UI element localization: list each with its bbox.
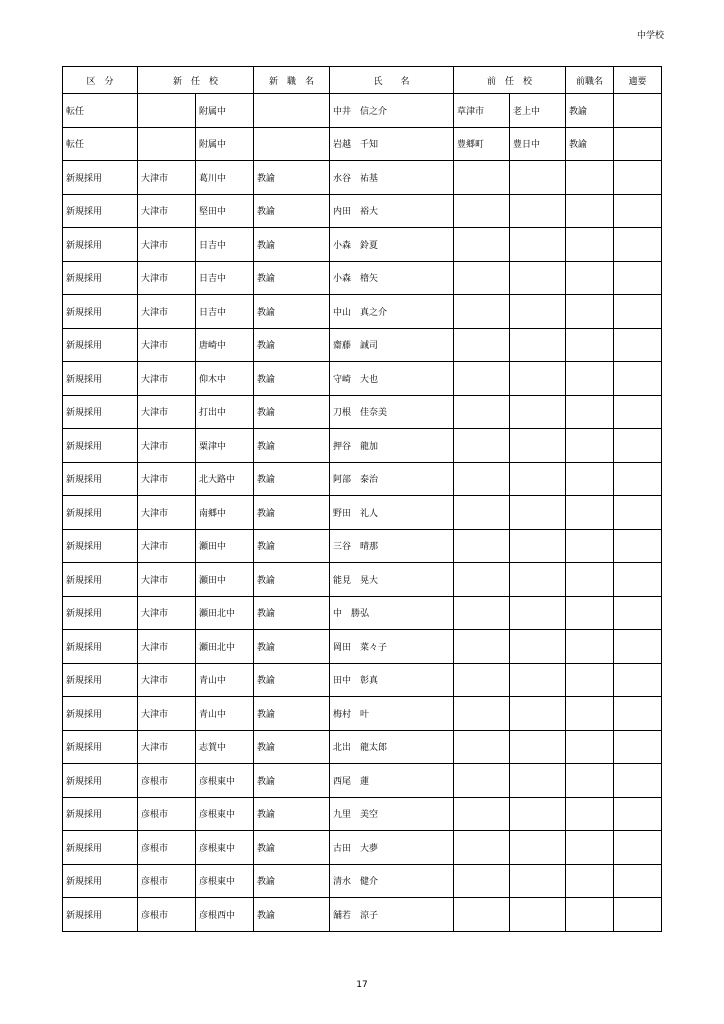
prev-title-cell <box>566 831 614 865</box>
note-cell <box>614 429 662 463</box>
name-cell: 刀根 佳奈美 <box>330 395 454 429</box>
name-cell: 小森 楕矢 <box>330 261 454 295</box>
name-cell: 中 勝弘 <box>330 596 454 630</box>
new-school-cell: 葛川中 <box>196 161 254 195</box>
prev-city-cell <box>454 161 510 195</box>
prev-city-cell <box>454 563 510 597</box>
name-cell: 野田 礼人 <box>330 496 454 530</box>
new-city-cell <box>138 94 196 128</box>
name-cell: 舗若 涼子 <box>330 898 454 932</box>
prev-city-cell: 豊郷町 <box>454 127 510 161</box>
table-row <box>63 161 662 195</box>
table-row <box>63 730 662 764</box>
category-cell: 新規採用 <box>63 764 138 798</box>
prev-city-cell <box>454 529 510 563</box>
prev-title-cell <box>566 228 614 262</box>
table-row <box>63 261 662 295</box>
new-title-cell: 教諭 <box>254 462 330 496</box>
prev-city-cell <box>454 663 510 697</box>
new-title-cell: 教諭 <box>254 663 330 697</box>
new-city-cell: 大津市 <box>138 362 196 396</box>
note-cell <box>614 529 662 563</box>
prev-school-cell <box>510 563 566 597</box>
note-cell <box>614 462 662 496</box>
prev-city-cell <box>454 194 510 228</box>
name-cell: 押谷 龍加 <box>330 429 454 463</box>
category-cell: 新規採用 <box>63 563 138 597</box>
category-cell: 新規採用 <box>63 630 138 664</box>
new-school-cell: 瀬田北中 <box>196 596 254 630</box>
name-cell: 内田 裕大 <box>330 194 454 228</box>
new-city-cell: 大津市 <box>138 730 196 764</box>
header-row <box>63 67 662 94</box>
prev-title-cell <box>566 429 614 463</box>
note-cell <box>614 496 662 530</box>
new-city-cell: 彦根市 <box>138 864 196 898</box>
new-title-cell: 教諭 <box>254 630 330 664</box>
prev-city-cell <box>454 730 510 764</box>
table-row <box>63 228 662 262</box>
prev-title-cell <box>566 630 614 664</box>
prev-school-cell <box>510 529 566 563</box>
table-row <box>63 563 662 597</box>
prev-school-cell: 老上中 <box>510 94 566 128</box>
new-title-cell: 教諭 <box>254 429 330 463</box>
name-cell: 古田 大夢 <box>330 831 454 865</box>
new-school-cell: 附属中 <box>196 94 254 128</box>
header-new-title: 新 職 名 <box>254 67 330 94</box>
new-school-cell: 粟津中 <box>196 429 254 463</box>
prev-school-cell <box>510 194 566 228</box>
prev-title-cell <box>566 563 614 597</box>
name-cell: 田中 彰真 <box>330 663 454 697</box>
category-cell: 新規採用 <box>63 228 138 262</box>
header-prev-title: 前職名 <box>566 67 614 94</box>
name-cell: 梅村 叶 <box>330 697 454 731</box>
prev-school-cell <box>510 864 566 898</box>
new-title-cell: 教諭 <box>254 797 330 831</box>
name-cell: 西尾 蓮 <box>330 764 454 798</box>
new-school-cell: 唐崎中 <box>196 328 254 362</box>
new-school-cell: 瀬田北中 <box>196 630 254 664</box>
new-city-cell: 大津市 <box>138 161 196 195</box>
new-school-cell: 附属中 <box>196 127 254 161</box>
prev-school-cell <box>510 663 566 697</box>
prev-school-cell <box>510 898 566 932</box>
prev-school-cell <box>510 161 566 195</box>
prev-city-cell <box>454 429 510 463</box>
new-title-cell: 教諭 <box>254 228 330 262</box>
name-cell: 中井 信之介 <box>330 94 454 128</box>
new-city-cell: 大津市 <box>138 496 196 530</box>
name-cell: 三谷 晴那 <box>330 529 454 563</box>
category-cell: 新規採用 <box>63 261 138 295</box>
new-school-cell: 日吉中 <box>196 295 254 329</box>
new-school-cell: 彦根東中 <box>196 864 254 898</box>
name-cell: 水谷 祐基 <box>330 161 454 195</box>
prev-title-cell <box>566 730 614 764</box>
prev-school-cell <box>510 362 566 396</box>
table-body <box>63 94 662 932</box>
table-row <box>63 362 662 396</box>
prev-city-cell <box>454 596 510 630</box>
new-school-cell: 彦根東中 <box>196 764 254 798</box>
name-cell: 中山 真之介 <box>330 295 454 329</box>
category-cell: 新規採用 <box>63 161 138 195</box>
prev-city-cell <box>454 697 510 731</box>
prev-title-cell <box>566 697 614 731</box>
prev-school-cell <box>510 697 566 731</box>
name-cell: 小森 鈴夏 <box>330 228 454 262</box>
new-title-cell: 教諭 <box>254 831 330 865</box>
prev-title-cell <box>566 261 614 295</box>
note-cell <box>614 228 662 262</box>
prev-school-cell <box>510 730 566 764</box>
new-city-cell: 大津市 <box>138 395 196 429</box>
table-row <box>63 529 662 563</box>
new-title-cell <box>254 127 330 161</box>
note-cell <box>614 630 662 664</box>
note-cell <box>614 261 662 295</box>
header-note: 適要 <box>614 67 662 94</box>
new-city-cell: 彦根市 <box>138 831 196 865</box>
category-cell: 新規採用 <box>63 898 138 932</box>
new-title-cell: 教諭 <box>254 261 330 295</box>
page-label: 中学校 <box>636 31 664 41</box>
prev-title-cell <box>566 529 614 563</box>
prev-city-cell <box>454 898 510 932</box>
note-cell <box>614 898 662 932</box>
table-row <box>63 898 662 932</box>
prev-title-cell <box>566 864 614 898</box>
new-school-cell: 日吉中 <box>196 261 254 295</box>
new-title-cell: 教諭 <box>254 864 330 898</box>
new-city-cell: 彦根市 <box>138 764 196 798</box>
new-city-cell: 大津市 <box>138 663 196 697</box>
prev-title-cell <box>566 295 614 329</box>
prev-school-cell <box>510 261 566 295</box>
table-row <box>63 127 662 161</box>
note-cell <box>614 864 662 898</box>
prev-city-cell <box>454 462 510 496</box>
new-school-cell: 瀬田中 <box>196 529 254 563</box>
header-name: 氏 名 <box>330 67 454 94</box>
new-city-cell: 大津市 <box>138 563 196 597</box>
table-row <box>63 328 662 362</box>
category-cell: 新規採用 <box>63 429 138 463</box>
new-title-cell: 教諭 <box>254 328 330 362</box>
category-cell: 新規採用 <box>63 529 138 563</box>
prev-school-cell <box>510 797 566 831</box>
prev-title-cell: 教諭 <box>566 94 614 128</box>
category-cell: 新規採用 <box>63 596 138 630</box>
new-title-cell: 教諭 <box>254 730 330 764</box>
new-title-cell: 教諭 <box>254 395 330 429</box>
table-row <box>63 630 662 664</box>
name-cell: 清水 健介 <box>330 864 454 898</box>
new-city-cell: 大津市 <box>138 194 196 228</box>
name-cell: 岡田 菜々子 <box>330 630 454 664</box>
table-row <box>63 462 662 496</box>
prev-title-cell <box>566 362 614 396</box>
new-city-cell: 大津市 <box>138 529 196 563</box>
category-cell: 新規採用 <box>63 362 138 396</box>
new-title-cell: 教諭 <box>254 295 330 329</box>
note-cell <box>614 797 662 831</box>
new-school-cell: 青山中 <box>196 663 254 697</box>
note-cell <box>614 362 662 396</box>
prev-title-cell <box>566 161 614 195</box>
prev-city-cell <box>454 764 510 798</box>
new-city-cell: 大津市 <box>138 328 196 362</box>
table-row <box>63 864 662 898</box>
new-city-cell: 大津市 <box>138 261 196 295</box>
table-row <box>63 831 662 865</box>
prev-school-cell <box>510 630 566 664</box>
new-city-cell: 大津市 <box>138 697 196 731</box>
table-row <box>63 697 662 731</box>
new-title-cell: 教諭 <box>254 161 330 195</box>
prev-city-cell <box>454 797 510 831</box>
new-school-cell: 南郷中 <box>196 496 254 530</box>
prev-city-cell <box>454 395 510 429</box>
name-cell: 九里 美空 <box>330 797 454 831</box>
new-school-cell: 彦根西中 <box>196 898 254 932</box>
prev-city-cell <box>454 864 510 898</box>
new-city-cell: 大津市 <box>138 429 196 463</box>
prev-title-cell: 教諭 <box>566 127 614 161</box>
new-school-cell: 日吉中 <box>196 228 254 262</box>
note-cell <box>614 295 662 329</box>
category-cell: 新規採用 <box>63 496 138 530</box>
note-cell <box>614 94 662 128</box>
name-cell: 岩越 千知 <box>330 127 454 161</box>
new-title-cell: 教諭 <box>254 898 330 932</box>
category-cell: 新規採用 <box>63 462 138 496</box>
table-row <box>63 94 662 128</box>
prev-school-cell <box>510 831 566 865</box>
prev-school-cell <box>510 764 566 798</box>
new-school-cell: 青山中 <box>196 697 254 731</box>
prev-city-cell: 草津市 <box>454 94 510 128</box>
prev-city-cell <box>454 328 510 362</box>
new-school-cell: 仰木中 <box>196 362 254 396</box>
prev-school-cell: 豊日中 <box>510 127 566 161</box>
prev-city-cell <box>454 496 510 530</box>
header-kubun: 区 分 <box>63 67 138 94</box>
table-row <box>63 194 662 228</box>
name-cell: 齋藤 誠司 <box>330 328 454 362</box>
prev-title-cell <box>566 462 614 496</box>
page-number: 17 <box>356 980 368 990</box>
prev-title-cell <box>566 194 614 228</box>
prev-title-cell <box>566 328 614 362</box>
new-school-cell: 彦根東中 <box>196 797 254 831</box>
prev-school-cell <box>510 596 566 630</box>
prev-city-cell <box>454 295 510 329</box>
category-cell: 新規採用 <box>63 328 138 362</box>
new-title-cell <box>254 94 330 128</box>
table-row <box>63 395 662 429</box>
name-cell: 守崎 大也 <box>330 362 454 396</box>
prev-title-cell <box>566 395 614 429</box>
new-title-cell: 教諭 <box>254 362 330 396</box>
category-cell: 新規採用 <box>63 864 138 898</box>
prev-school-cell <box>510 395 566 429</box>
new-school-cell: 打出中 <box>196 395 254 429</box>
new-city-cell: 彦根市 <box>138 898 196 932</box>
table-row <box>63 596 662 630</box>
note-cell <box>614 764 662 798</box>
prev-title-cell <box>566 663 614 697</box>
prev-title-cell <box>566 764 614 798</box>
note-cell <box>614 194 662 228</box>
new-school-cell: 彦根東中 <box>196 831 254 865</box>
prev-title-cell <box>566 898 614 932</box>
new-title-cell: 教諭 <box>254 596 330 630</box>
new-city-cell: 大津市 <box>138 630 196 664</box>
new-city-cell: 彦根市 <box>138 797 196 831</box>
prev-city-cell <box>454 630 510 664</box>
prev-school-cell <box>510 496 566 530</box>
category-cell: 新規採用 <box>63 194 138 228</box>
table-row <box>63 764 662 798</box>
new-city-cell: 大津市 <box>138 596 196 630</box>
header-new-school: 新 任 校 <box>138 67 254 94</box>
new-city-cell: 大津市 <box>138 228 196 262</box>
table-row <box>63 663 662 697</box>
name-cell: 阿部 泰治 <box>330 462 454 496</box>
new-title-cell: 教諭 <box>254 529 330 563</box>
prev-title-cell <box>566 496 614 530</box>
category-cell: 新規採用 <box>63 395 138 429</box>
new-city-cell: 大津市 <box>138 462 196 496</box>
table-row <box>63 496 662 530</box>
prev-city-cell <box>454 228 510 262</box>
note-cell <box>614 563 662 597</box>
category-cell: 転任 <box>63 94 138 128</box>
note-cell <box>614 395 662 429</box>
prev-title-cell <box>566 596 614 630</box>
note-cell <box>614 328 662 362</box>
new-school-cell: 志賀中 <box>196 730 254 764</box>
table-row <box>63 797 662 831</box>
new-school-cell: 堅田中 <box>196 194 254 228</box>
new-title-cell: 教諭 <box>254 194 330 228</box>
category-cell: 新規採用 <box>63 295 138 329</box>
new-city-cell: 大津市 <box>138 295 196 329</box>
note-cell <box>614 831 662 865</box>
prev-city-cell <box>454 261 510 295</box>
category-cell: 新規採用 <box>63 831 138 865</box>
table-row <box>63 429 662 463</box>
prev-city-cell <box>454 362 510 396</box>
new-city-cell <box>138 127 196 161</box>
table-row <box>63 295 662 329</box>
prev-city-cell <box>454 831 510 865</box>
prev-title-cell <box>566 797 614 831</box>
header-prev-school: 前 任 校 <box>454 67 566 94</box>
note-cell <box>614 697 662 731</box>
category-cell: 転任 <box>63 127 138 161</box>
prev-school-cell <box>510 228 566 262</box>
note-cell <box>614 663 662 697</box>
category-cell: 新規採用 <box>63 697 138 731</box>
note-cell <box>614 127 662 161</box>
prev-school-cell <box>510 328 566 362</box>
new-title-cell: 教諭 <box>254 563 330 597</box>
prev-school-cell <box>510 295 566 329</box>
new-title-cell: 教諭 <box>254 764 330 798</box>
note-cell <box>614 161 662 195</box>
category-cell: 新規採用 <box>63 663 138 697</box>
note-cell <box>614 730 662 764</box>
prev-school-cell <box>510 462 566 496</box>
new-school-cell: 瀬田中 <box>196 563 254 597</box>
category-cell: 新規採用 <box>63 797 138 831</box>
new-title-cell: 教諭 <box>254 697 330 731</box>
name-cell: 北出 龍太郎 <box>330 730 454 764</box>
new-school-cell: 北大路中 <box>196 462 254 496</box>
prev-school-cell <box>510 429 566 463</box>
personnel-table <box>62 66 662 932</box>
name-cell: 能見 晃大 <box>330 563 454 597</box>
category-cell: 新規採用 <box>63 730 138 764</box>
new-title-cell: 教諭 <box>254 496 330 530</box>
note-cell <box>614 596 662 630</box>
